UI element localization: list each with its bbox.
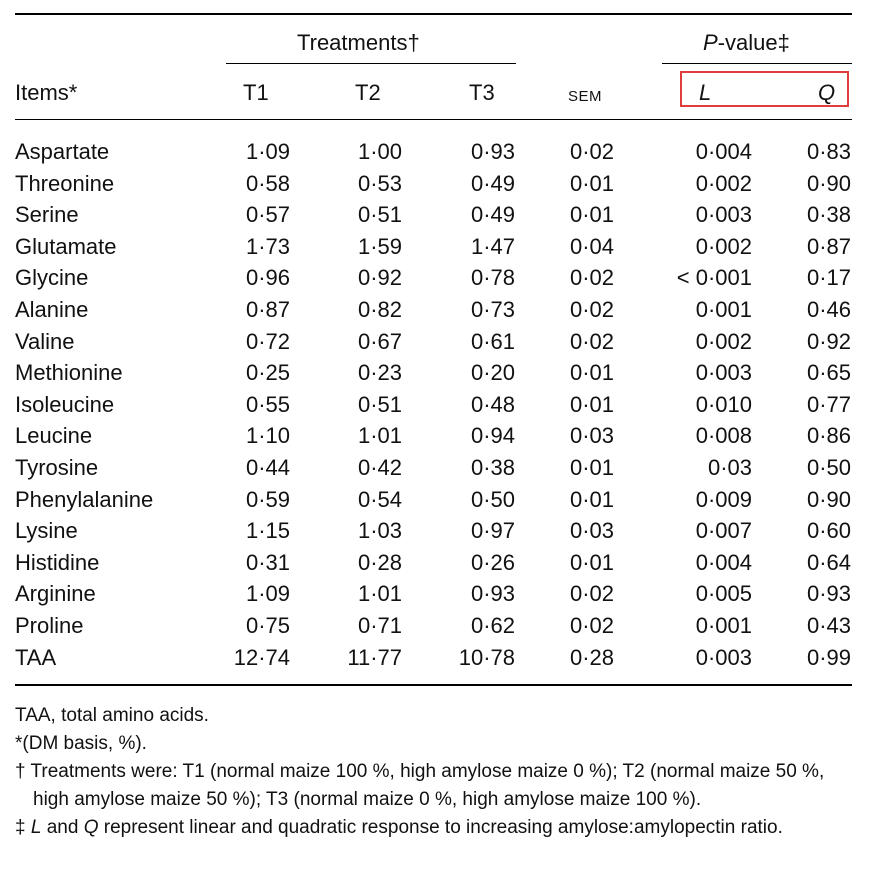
col-header-t3: T3 (469, 80, 495, 105)
cell-l: 0·004 (695, 139, 752, 164)
cell-t2: 0·28 (357, 549, 402, 575)
cell-q: 0·93 (806, 581, 851, 607)
table-row (0, 295, 869, 325)
cell-t3: 0·50 (470, 486, 515, 512)
cell-t2: 0·53 (357, 170, 402, 196)
cell-l: 0·03 (707, 455, 752, 480)
row-item-name: Threonine (15, 170, 115, 196)
pvalue-group-underline (662, 63, 852, 64)
cell-t2: 0·71 (357, 613, 402, 638)
cell-t1: 0·25 (245, 360, 290, 386)
col-header-l: L (699, 80, 712, 105)
cell-t2: 0·67 (357, 328, 402, 354)
cell-t2: 1·03 (357, 518, 402, 544)
cell-l: 0·004 (695, 549, 752, 575)
cell-sem: 0·04 (569, 233, 614, 259)
cell-q: 0·77 (806, 391, 851, 417)
cell-sem: 0·01 (569, 549, 614, 575)
cell-t2: 0·23 (357, 360, 402, 386)
cell-t2: 0·82 (357, 297, 402, 322)
table-top-rule (15, 13, 852, 15)
row-item-name: Tyrosine (15, 455, 99, 480)
row-item-name: Phenylalanine (15, 486, 154, 512)
cell-sem: 0·01 (569, 391, 614, 417)
table-row (0, 516, 869, 546)
cell-t1: 0·75 (245, 613, 290, 638)
cell-t3: 0·73 (470, 297, 515, 322)
row-item-name: Arginine (15, 581, 96, 607)
row-item-name: Histidine (15, 549, 100, 575)
cell-l: 0·010 (695, 391, 752, 417)
cell-t3: 0·97 (470, 518, 515, 544)
cell-t1: 0·59 (245, 486, 290, 512)
footnotes (15, 702, 852, 842)
row-item-name: Isoleucine (15, 391, 115, 417)
treatments-group-header: Treatments† (297, 30, 420, 55)
cell-l: 0·009 (695, 486, 752, 512)
row-item-name: TAA (15, 644, 57, 670)
cell-t3: 0·61 (470, 328, 515, 354)
cell-t3: 0·93 (470, 139, 515, 164)
row-item-name: Valine (15, 328, 75, 354)
cell-q: 0·86 (806, 423, 851, 449)
row-item-name: Glycine (15, 265, 89, 291)
cell-t1: 1·73 (245, 233, 290, 259)
col-header-items: Items* (15, 80, 78, 105)
footnote-lq: ‡ L and Q represent linear and quadratic response to increasing amylose:amylopectin ratio. (15, 817, 783, 838)
row-item-name: Alanine (15, 297, 89, 322)
pvalue-p-label: P (703, 30, 718, 55)
cell-t2: 0·51 (357, 202, 402, 228)
cell-sem: 0·03 (569, 423, 614, 449)
footnote-taa: TAA, total amino acids. (15, 705, 209, 726)
table-row (0, 327, 869, 357)
cell-sem: 0·02 (569, 297, 614, 322)
row-item-name: Serine (15, 202, 79, 228)
cell-t2: 1·01 (357, 423, 402, 449)
cell-t3: 0·78 (470, 265, 515, 291)
cell-t3: 0·62 (470, 613, 515, 638)
cell-l: 0·003 (695, 202, 752, 228)
cell-q: 0·50 (806, 455, 851, 480)
cell-t2: 1·00 (357, 139, 402, 164)
table-row (0, 232, 869, 262)
cell-t1: 1·10 (245, 423, 290, 449)
table-row (0, 548, 869, 578)
row-item-name: Aspartate (15, 139, 110, 164)
cell-q: 0·92 (806, 328, 851, 354)
cell-sem: 0·03 (569, 518, 614, 544)
cell-t1: 12·74 (233, 644, 290, 670)
table-row (0, 421, 869, 451)
cell-l: 0·008 (695, 423, 752, 449)
cell-q: 0·46 (806, 297, 851, 322)
col-header-q: Q (818, 80, 836, 105)
cell-sem: 0·01 (569, 486, 614, 512)
cell-sem: 0·02 (569, 613, 614, 638)
row-item-name: Glutamate (15, 233, 117, 259)
cell-l: 0·002 (695, 170, 752, 196)
cell-l: 0·005 (695, 581, 752, 607)
cell-t1: 0·31 (245, 549, 290, 575)
table-row (0, 390, 869, 420)
cell-t3: 0·20 (470, 360, 515, 386)
cell-q: 0·90 (806, 486, 851, 512)
table-row (0, 485, 869, 515)
cell-t1: 0·72 (245, 328, 290, 354)
cell-t3: 0·48 (470, 391, 515, 417)
cell-t1: 0·44 (245, 455, 290, 480)
cell-q: 0·87 (806, 233, 851, 259)
cell-q: 0·83 (806, 139, 851, 164)
table-row (0, 169, 869, 199)
table-row (0, 200, 869, 230)
cell-q: 0·65 (806, 360, 851, 386)
cell-t3: 1·47 (470, 233, 515, 259)
cell-t2: 11·77 (347, 644, 402, 670)
table-row (0, 611, 869, 641)
cell-t2: 0·42 (357, 455, 402, 480)
pvalue-group-header (703, 30, 790, 56)
cell-l: < 0·001 (676, 265, 752, 291)
cell-t3: 0·94 (470, 423, 515, 449)
cell-sem: 0·01 (569, 360, 614, 386)
cell-l: 0·002 (695, 328, 752, 354)
cell-q: 0·17 (806, 265, 851, 291)
cell-sem: 0·02 (569, 139, 614, 164)
footnote-dm: *(DM basis, %). (15, 733, 147, 754)
cell-sem: 0·01 (569, 455, 614, 480)
cell-t3: 0·49 (470, 170, 515, 196)
cell-t2: 1·01 (357, 581, 402, 607)
cell-t1: 0·58 (245, 170, 290, 196)
cell-q: 0·90 (806, 170, 851, 196)
cell-t1: 0·55 (245, 391, 290, 417)
cell-t3: 0·49 (470, 202, 515, 228)
cell-q: 0·99 (806, 644, 851, 670)
cell-t2: 1·59 (357, 233, 402, 259)
cell-l: 0·001 (695, 297, 752, 322)
col-header-t1: T1 (243, 80, 269, 105)
footnote-treatments: † Treatments were: T1 (normal maize 100 %, high amylose maize 0 %); T2 (normal maize 50 %, high amylose maize 50 %); T3 (normal maize 0 %, high amylose maize 100 %). (15, 761, 825, 810)
cell-sem: 0·02 (569, 328, 614, 354)
cell-l: 0·007 (695, 518, 752, 544)
cell-t3: 10·78 (458, 644, 515, 670)
row-item-name: Lysine (15, 518, 78, 544)
table-row (0, 579, 869, 609)
table-row (0, 453, 869, 483)
cell-t1: 0·87 (245, 297, 290, 322)
row-item-name: Proline (15, 613, 84, 638)
col-header-t2: T2 (355, 80, 381, 105)
table-header-rule (15, 119, 852, 120)
cell-t1: 0·96 (245, 265, 290, 291)
cell-t1: 1·15 (245, 518, 290, 544)
treatments-group-underline (226, 63, 516, 64)
table-row (0, 358, 869, 388)
cell-t1: 1·09 (245, 581, 290, 607)
cell-l: 0·002 (695, 233, 752, 259)
row-item-name: Methionine (15, 360, 123, 386)
highlight-box-lq (680, 71, 849, 107)
cell-t3: 0·93 (470, 581, 515, 607)
cell-q: 0·43 (806, 613, 851, 638)
cell-l: 0·003 (695, 360, 752, 386)
cell-t2: 0·92 (357, 265, 402, 291)
table-row (0, 643, 869, 673)
cell-t2: 0·51 (357, 391, 402, 417)
cell-sem: 0·01 (569, 170, 614, 196)
cell-q: 0·60 (806, 518, 851, 544)
cell-sem: 0·28 (569, 644, 614, 670)
pvalue-rest: -value‡ (717, 30, 790, 55)
col-header-sem: SEM (568, 88, 603, 105)
cell-t3: 0·26 (470, 549, 515, 575)
cell-l: 0·003 (695, 644, 752, 670)
row-item-name: Leucine (15, 423, 93, 449)
cell-l: 0·001 (695, 613, 752, 638)
cell-t2: 0·54 (357, 486, 402, 512)
cell-t1: 1·09 (245, 139, 290, 164)
table-row (0, 137, 869, 167)
cell-sem: 0·02 (569, 581, 614, 607)
table-bottom-rule (15, 684, 852, 686)
cell-q: 0·38 (806, 202, 851, 228)
table-row (0, 263, 869, 293)
cell-sem: 0·01 (569, 202, 614, 228)
cell-t1: 0·57 (245, 202, 290, 228)
cell-q: 0·64 (806, 549, 851, 575)
cell-sem: 0·02 (569, 265, 614, 291)
cell-t3: 0·38 (470, 455, 515, 480)
